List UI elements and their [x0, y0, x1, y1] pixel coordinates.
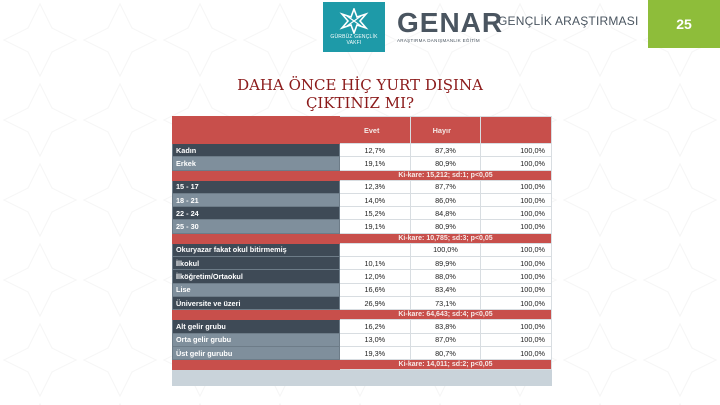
cell-hayir: 87,0% — [410, 333, 481, 346]
cell-total: 100,0% — [481, 193, 552, 206]
logo1-text: GÜRBÜZ GENÇLİK VAKFI — [330, 34, 378, 46]
col-header-evet: Evet — [340, 117, 411, 144]
row-label: 15 - 17 — [173, 180, 340, 193]
row-label: Erkek — [173, 157, 340, 170]
chi-square-text: Ki-kare: 15,212; sd:1; p<0,05 — [340, 170, 552, 180]
table-row — [173, 157, 552, 170]
chi-square-text: Ki-kare: 14,011; sd:2; p<0,05 — [340, 360, 552, 370]
cell-total: 100,0% — [481, 243, 552, 256]
cell-total: 100,0% — [481, 333, 552, 346]
cell-hayir: 87,7% — [410, 180, 481, 193]
table-row — [173, 257, 552, 270]
cell-evet: 12,0% — [340, 270, 411, 283]
table-row — [173, 220, 552, 233]
table-row — [173, 320, 552, 333]
cell-hayir: 86,0% — [410, 193, 481, 206]
table-row — [173, 180, 552, 193]
chi-square-row — [173, 233, 552, 243]
table-row — [173, 333, 552, 346]
cell-hayir: 80,9% — [410, 157, 481, 170]
cell-evet: 10,1% — [340, 257, 411, 270]
cell-total: 100,0% — [481, 180, 552, 193]
cell-evet: 16,6% — [340, 283, 411, 296]
chi-square-text: Ki-kare: 64,643; sd:4; p<0,05 — [340, 310, 552, 320]
cell-evet — [340, 243, 411, 256]
cell-hayir: 80,7% — [410, 346, 481, 359]
table-row — [173, 207, 552, 220]
row-label: İlkokul — [173, 257, 340, 270]
table-row — [173, 296, 552, 309]
cell-evet: 16,2% — [340, 320, 411, 333]
cell-hayir: 83,8% — [410, 320, 481, 333]
star-logo-icon — [339, 8, 369, 34]
row-label: 18 - 21 — [173, 193, 340, 206]
cell-evet: 14,0% — [340, 193, 411, 206]
chi-square-row — [173, 310, 552, 320]
row-label: İlköğretim/Ortaokul — [173, 270, 340, 283]
cell-evet: 12,3% — [340, 180, 411, 193]
slide-title-line2: ÇIKTINIZ MI? — [305, 94, 415, 112]
row-label: 22 - 24 — [173, 207, 340, 220]
crosstab-table-container — [172, 116, 552, 386]
table-row — [173, 346, 552, 359]
genar-wordmark: GENAR — [397, 7, 504, 38]
chi-square-row — [173, 360, 552, 370]
table-row — [173, 144, 552, 157]
cell-evet: 15,2% — [340, 207, 411, 220]
cell-evet: 19,3% — [340, 346, 411, 359]
cell-hayir: 88,0% — [410, 270, 481, 283]
row-label: 25 - 30 — [173, 220, 340, 233]
cell-total: 100,0% — [481, 144, 552, 157]
slide-title — [200, 76, 520, 112]
gurbuz-genclik-logo — [323, 2, 385, 52]
col-header-total — [481, 117, 552, 144]
row-label: Kadın — [173, 144, 340, 157]
cell-total: 100,0% — [481, 257, 552, 270]
cell-evet: 19,1% — [340, 220, 411, 233]
table-row — [173, 283, 552, 296]
stat-empty-cell — [173, 310, 340, 320]
header-empty-cell — [173, 117, 340, 144]
slide-title-line1: DAHA ÖNCE HİÇ YURT DIŞINA — [237, 76, 483, 94]
row-label: Üniversite ve üzeri — [173, 296, 340, 309]
cell-hayir: 73,1% — [410, 296, 481, 309]
cell-total: 100,0% — [481, 270, 552, 283]
cell-evet: 13,0% — [340, 333, 411, 346]
cell-total: 100,0% — [481, 220, 552, 233]
cell-total: 100,0% — [481, 320, 552, 333]
row-label: Alt gelir grubu — [173, 320, 340, 333]
chi-square-row — [173, 170, 552, 180]
cell-hayir: 87,3% — [410, 144, 481, 157]
cell-evet: 12,7% — [340, 144, 411, 157]
cell-hayir: 100,0% — [410, 243, 481, 256]
cell-total: 100,0% — [481, 296, 552, 309]
stat-empty-cell — [173, 170, 340, 180]
stat-empty-cell — [173, 233, 340, 243]
genar-logo — [397, 7, 504, 48]
table-row — [173, 270, 552, 283]
stat-empty-cell — [173, 360, 340, 370]
row-label: Okuryazar fakat okul bitirmemiş — [173, 243, 340, 256]
cell-total: 100,0% — [481, 157, 552, 170]
page-number: 25 — [648, 0, 720, 48]
crosstab-table — [172, 116, 552, 370]
header — [0, 0, 720, 56]
cell-hayir: 83,4% — [410, 283, 481, 296]
col-header-hayir: Hayır — [410, 117, 481, 144]
row-label: Orta gelir grubu — [173, 333, 340, 346]
cell-evet: 19,1% — [340, 157, 411, 170]
genar-subtitle: ARAŞTIRMA DANIŞMANLIK EĞİTİM — [397, 38, 480, 43]
table-row — [173, 243, 552, 256]
cell-hayir: 80,9% — [410, 220, 481, 233]
table-header-row — [173, 117, 552, 144]
cell-hayir: 89,9% — [410, 257, 481, 270]
cell-total: 100,0% — [481, 207, 552, 220]
row-label: Üst gelir gurubu — [173, 346, 340, 359]
row-label: Lise — [173, 283, 340, 296]
header-title: GENÇLİK ARAŞTIRMASI — [498, 14, 639, 28]
table-row — [173, 193, 552, 206]
cell-evet: 26,9% — [340, 296, 411, 309]
cell-total: 100,0% — [481, 283, 552, 296]
cell-total: 100,0% — [481, 346, 552, 359]
cell-hayir: 84,8% — [410, 207, 481, 220]
chi-square-text: Ki-kare: 10,785; sd:3; p<0,05 — [340, 233, 552, 243]
